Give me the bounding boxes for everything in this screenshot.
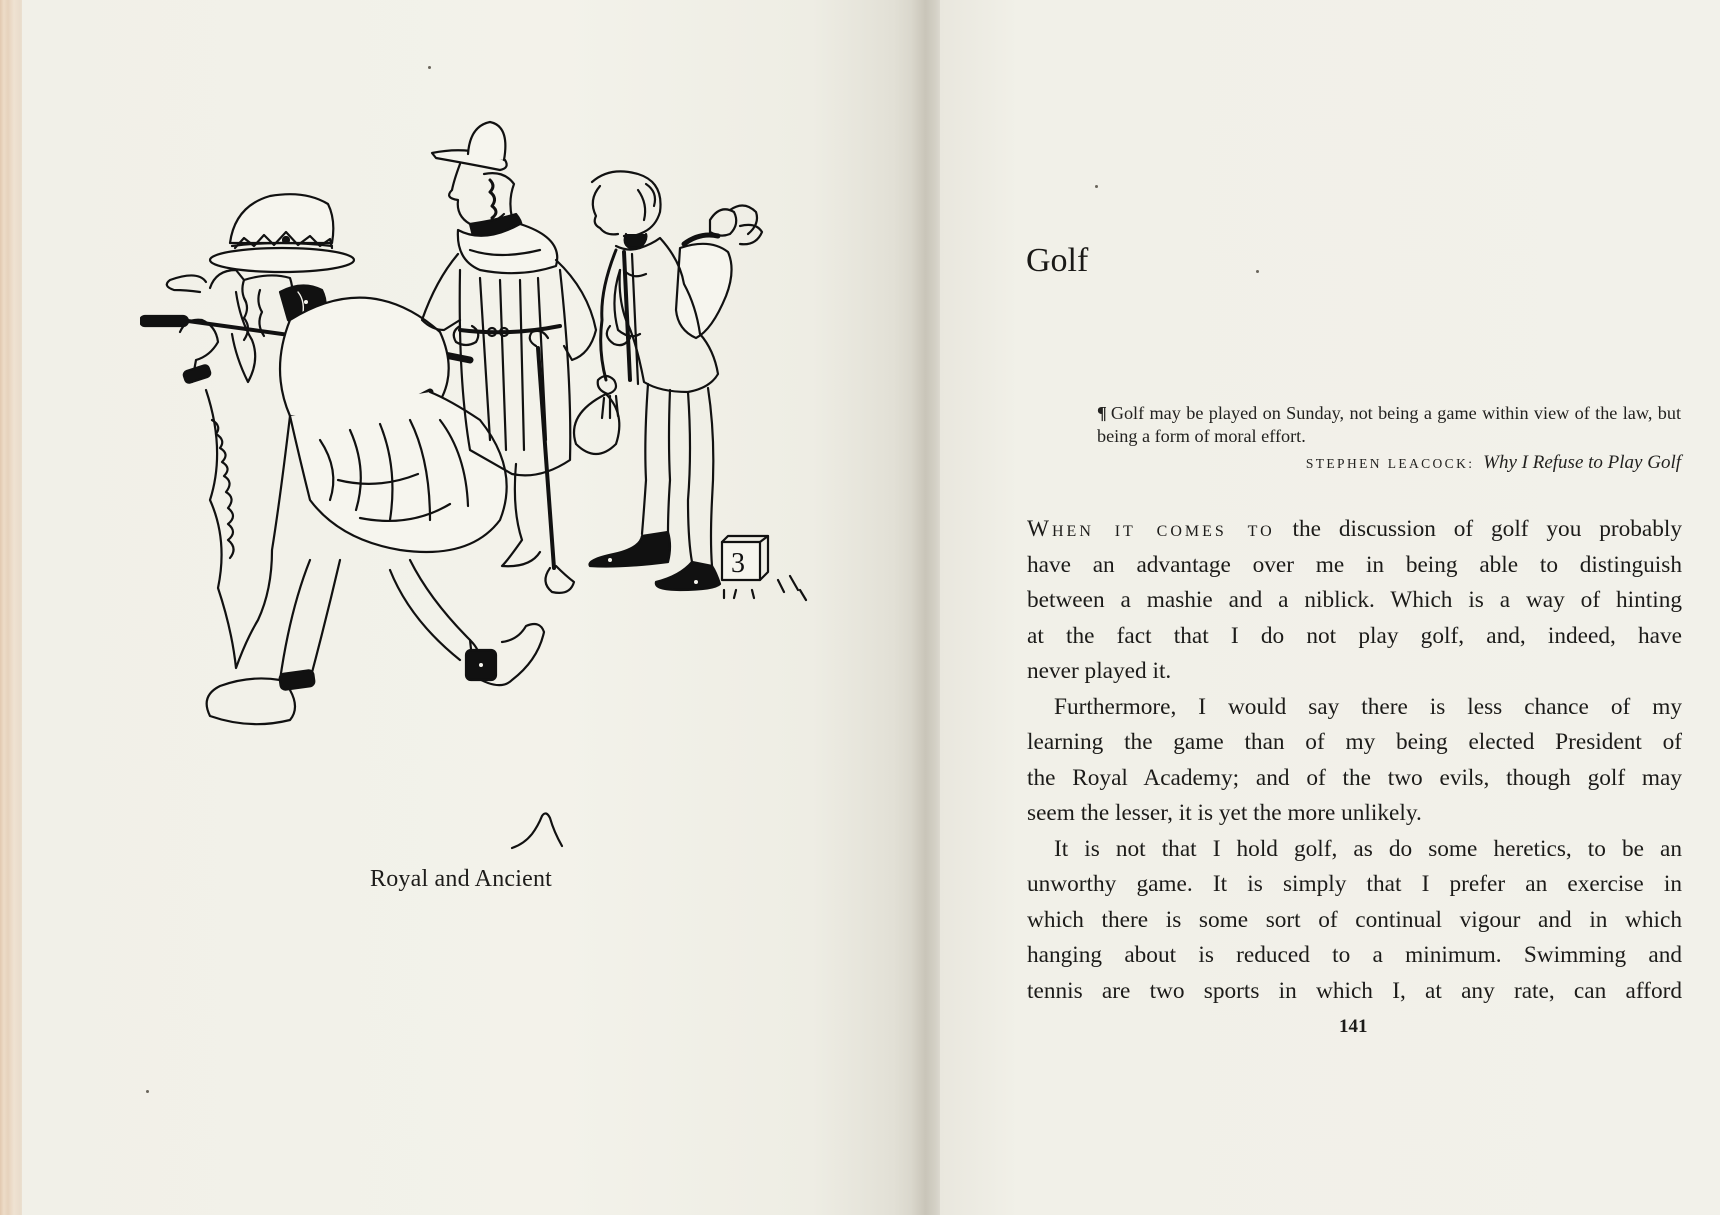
page-number: 141: [1339, 1016, 1368, 1037]
epigraph: [1097, 402, 1681, 448]
three-medieval-golfers-drawing: [140, 120, 900, 850]
epigraph-work-title: Why I Refuse to Play Golf: [1483, 452, 1681, 473]
body-line: tennis are two sports in which I, at any rate, can afford: [1027, 977, 1682, 1004]
body-line: at the fact that I do not play golf, and, indeed, have: [1027, 622, 1682, 649]
crowned-golfer-figure: [140, 194, 544, 724]
body-line: which there is some sort of continual vigour and in which: [1027, 906, 1682, 933]
epigraph-attribution: [1097, 452, 1681, 474]
pilcrow-icon: ¶: [1097, 403, 1107, 423]
body-line: hanging about is reduced to a minimum. Swimming and: [1027, 942, 1682, 968]
epigraph-text: Golf may be played on Sunday, not being a game within view of the law, but being a form of moral effort.: [1097, 403, 1681, 446]
body-line: never played it.: [1027, 658, 1172, 684]
body-line: seem the lesser, it is yet the more unlikely.: [1027, 800, 1422, 826]
hill-ornament-icon: [512, 813, 562, 848]
body-line: learning the game than of my being elected President of: [1027, 729, 1682, 755]
paper-speck: [1256, 270, 1259, 273]
chapter-title: Golf: [1026, 242, 1089, 279]
paper-speck: [428, 66, 431, 69]
body-line: between a mashie and a niblick. Which is a way of hinting: [1027, 587, 1682, 613]
body-line: When it comes to the discussion of golf you probably: [1027, 516, 1683, 542]
tee-box-marker: [722, 536, 806, 600]
epigraph-author: STEPHEN LEACOCK:: [1305, 456, 1475, 471]
tee-box-number: 3: [731, 548, 745, 579]
body-line: unworthy game. It is simply that I prefer an exercise in: [1027, 871, 1682, 897]
illustration-caption: Royal and Ancient: [370, 866, 553, 892]
body-line: have an advantage over me in being able to distinguish: [1027, 551, 1682, 578]
body-line: the Royal Academy; and of the two evils, though golf may: [1027, 764, 1682, 791]
paper-speck: [1095, 185, 1098, 188]
chapter-body: [1027, 512, 1682, 1009]
body-line: Furthermore, I would say there is less chance of my: [1054, 693, 1682, 720]
body-line: It is not that I hold golf, as do some heretics, to be an: [1054, 835, 1682, 862]
paper-speck: [146, 1090, 149, 1093]
lead-in: When it comes to: [1027, 516, 1275, 542]
young-page-figure: [574, 171, 762, 590]
